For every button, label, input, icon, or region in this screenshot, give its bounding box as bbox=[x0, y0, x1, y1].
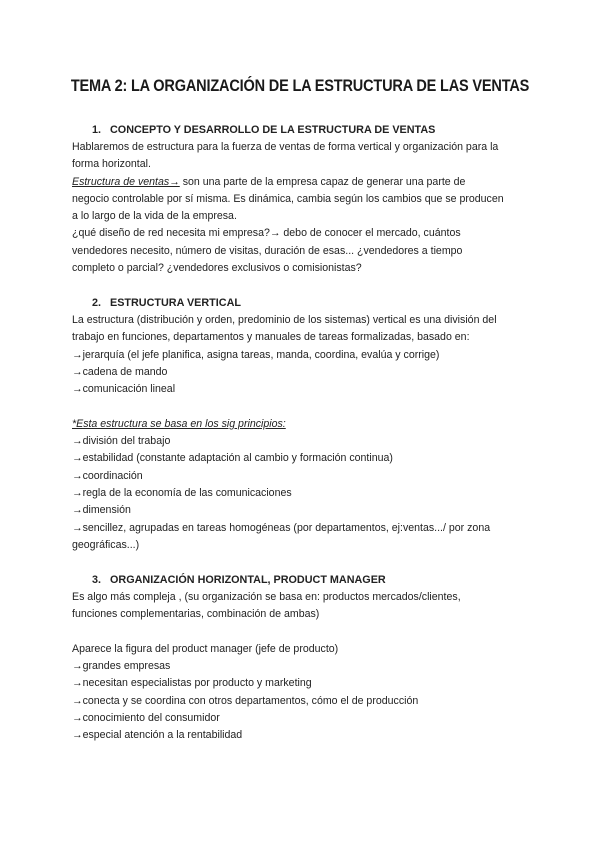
paragraph-line: Aparece la figura del product manager (jefe de producto) bbox=[72, 642, 339, 655]
paragraph-line: forma horizontal. bbox=[72, 158, 151, 171]
list-item: →necesitan especialistas por producto y marketing bbox=[72, 677, 312, 690]
section-number: 1. bbox=[92, 124, 102, 136]
section-organizacion-horizontal bbox=[72, 572, 532, 745]
list-item: →sencillez, agrupadas en tareas homogéneas (por departamentos, ej:ventas.../ por zona bbox=[72, 521, 491, 534]
section-heading-text: CONCEPTO Y DESARROLLO DE LA ESTRUCTURA DE VENTAS bbox=[110, 124, 436, 136]
list-item: →estabilidad (constante adaptación al cambio y formación continua) bbox=[72, 452, 393, 465]
section-number: 2. bbox=[92, 297, 102, 309]
section-heading bbox=[92, 122, 532, 138]
paragraph-line: completo o parcial? ¿vendedores exclusivos o comisionistas? bbox=[72, 262, 362, 275]
section-heading bbox=[92, 295, 532, 311]
list-item: →conocimiento del consumidor bbox=[72, 712, 220, 725]
section-concepto bbox=[72, 122, 532, 277]
paragraph-text: son una parte de la empresa capaz de generar una parte de bbox=[179, 175, 466, 188]
section-heading-text: ORGANIZACIÓN HORIZONTAL, PRODUCT MANAGER bbox=[110, 574, 386, 586]
paragraph-line: La estructura (distribución y orden, predominio de los sistemas) vertical es una división del bbox=[72, 314, 497, 326]
paragraph-line: Es algo más compleja , (su organización se basa en: productos mercados/clientes, bbox=[72, 591, 461, 603]
paragraph-line: a lo largo de la vida de la empresa. bbox=[72, 210, 237, 223]
list-item: geográficas...) bbox=[72, 538, 140, 551]
paragraph-line: negocio controlable por sí misma. Es dinámica, cambia según los cambios que se producen bbox=[72, 192, 504, 205]
list-item: →conecta y se coordina con otros departamentos, cómo el de producción bbox=[72, 694, 419, 707]
list-item: →dimensión bbox=[72, 504, 131, 517]
list-item: →grandes empresas bbox=[72, 660, 171, 673]
list-item: →jerarquía (el jefe planifica, asigna tareas, manda, coordina, evalúa y corrige) bbox=[72, 348, 440, 361]
list-item: →cadena de mando bbox=[72, 365, 168, 378]
paragraph-line bbox=[72, 174, 532, 191]
paragraph-line: funciones complementarias, combinación de ambas) bbox=[72, 608, 320, 621]
underlined-term: *Esta estructura se basa en los sig principios: bbox=[72, 417, 286, 430]
section-heading-text: ESTRUCTURA VERTICAL bbox=[110, 297, 241, 309]
section-heading bbox=[92, 572, 532, 588]
principles-heading bbox=[72, 416, 532, 433]
list-item: →especial atención a la rentabilidad bbox=[72, 729, 243, 742]
list-item: →coordinación bbox=[72, 469, 143, 482]
paragraph-line: ¿qué diseño de red necesita mi empresa?→ debo de conocer el mercado, cuántos bbox=[72, 227, 461, 240]
spacer bbox=[72, 398, 532, 415]
list-item: →comunicación lineal bbox=[72, 383, 176, 396]
paragraph-line: trabajo en funciones, departamentos y manuales de tareas formalizadas, basado en: bbox=[72, 331, 470, 344]
underlined-term: Estructura de ventas→ bbox=[72, 175, 180, 188]
page-title: TEMA 2: LA ORGANIZACIÓN DE LA ESTRUCTURA DE LAS VENTAS bbox=[70, 77, 530, 95]
list-item: →regla de la economía de las comunicaciones bbox=[72, 486, 292, 499]
section-estructura-vertical bbox=[72, 295, 532, 554]
section-number: 3. bbox=[92, 574, 102, 586]
paragraph-line: vendedores necesito, número de visitas, duración de esas... ¿vendedores a tiempo bbox=[72, 244, 463, 257]
spacer bbox=[72, 624, 532, 641]
paragraph-line: Hablaremos de estructura para la fuerza de ventas de forma vertical y organización para la bbox=[72, 141, 499, 153]
list-item: →división del trabajo bbox=[72, 435, 171, 448]
